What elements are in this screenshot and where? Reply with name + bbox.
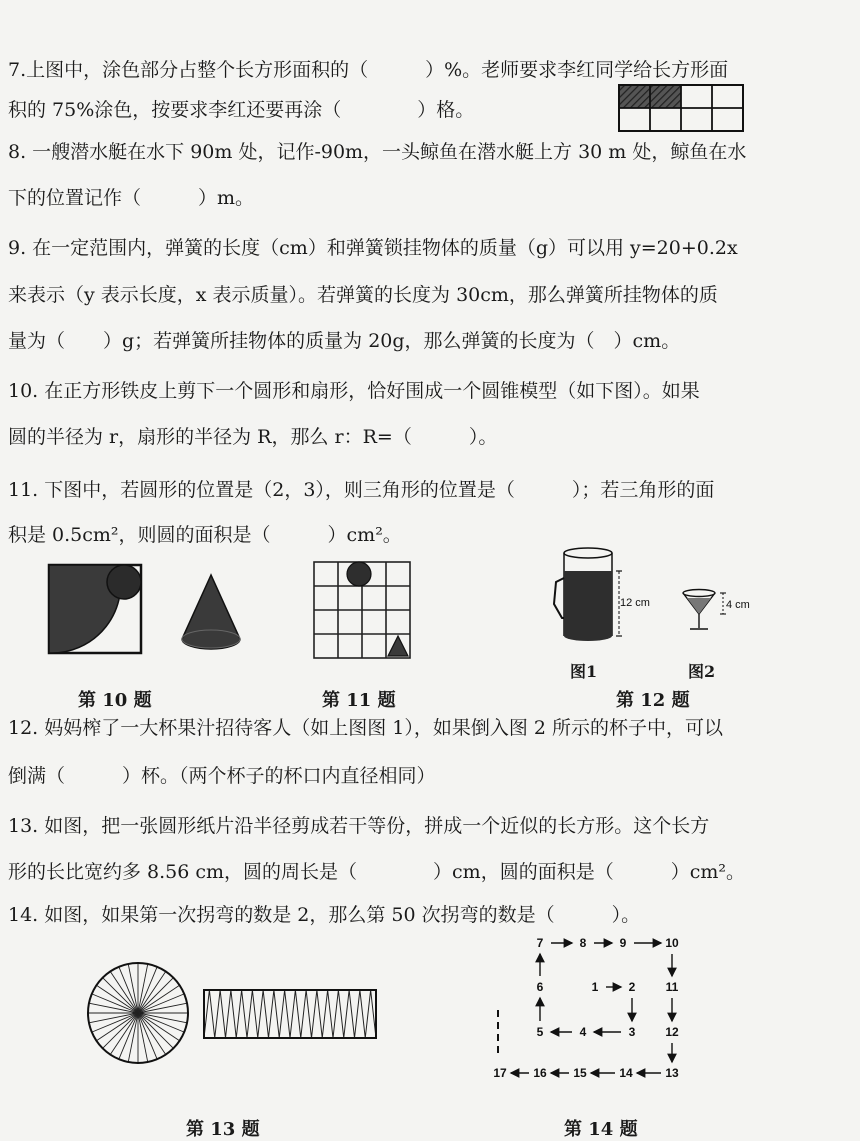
q12-fig1-label: 图1 xyxy=(570,662,598,681)
q14-number: 7 xyxy=(536,936,544,950)
q12-height2-label: 4 cm xyxy=(726,599,750,611)
q11-grid-figure xyxy=(312,560,412,660)
q14-spiral-figure xyxy=(460,930,690,1090)
q13-radius-line xyxy=(138,978,173,1013)
q13-caption: 第 13 题 xyxy=(186,1119,260,1140)
q14-line1: 14. 如图，如果第一次拐弯的数是 2，那么第 50 次拐弯的数是（ ）。 xyxy=(8,904,641,926)
q14-number: 14 xyxy=(619,1066,633,1080)
q9-line3: 量为（ ）g；若弹簧所挂物体的质量为 20g，那么弹簧的长度为（ ）cm。 xyxy=(8,330,681,352)
q10-figure xyxy=(46,562,146,656)
q10-line1: 10. 在正方形铁皮上剪下一个圆形和扇形，恰好围成一个圆锥模型（如下图）。如果 xyxy=(8,380,700,402)
q11-caption: 第 11 题 xyxy=(322,690,396,711)
q13-radius-line xyxy=(103,1013,138,1048)
q14-number: 2 xyxy=(628,980,636,994)
q14-number: 5 xyxy=(536,1025,544,1039)
q9-line2: 来表示（y 表示长度，x 表示质量）。若弹簧的长度为 30cm，那么弹簧所挂物体的质 xyxy=(8,284,718,306)
q7-line2: 积的 75%涂色，按要求李红还要再涂（ ）格。 xyxy=(8,99,475,121)
q13-sector-pieces xyxy=(204,990,376,1038)
q13-radius-line xyxy=(138,1013,173,1048)
q14-number: 8 xyxy=(579,936,587,950)
q14-number: 4 xyxy=(579,1025,587,1039)
q14-number: 9 xyxy=(619,936,627,950)
q14-number: 3 xyxy=(628,1025,636,1039)
q11-line1: 11. 下图中，若圆形的位置是（2，3），则三角形的位置是（ ）；若三角形的面 xyxy=(8,479,715,501)
q7-grid-figure xyxy=(618,84,744,132)
q13-approx-rectangle xyxy=(202,988,378,1040)
q7-shaded-cell xyxy=(650,85,681,108)
q10-circle-shape xyxy=(107,565,141,599)
q9-line1: 9. 在一定范围内，弹簧的长度（cm）和弹簧锁挂物体的质量（g）可以用 y=20+0.2x xyxy=(8,237,738,259)
q12-fig2-label: 图2 xyxy=(688,662,716,681)
q13-line2: 形的长比宽约多 8.56 cm，圆的周长是（ ）cm，圆的面积是（ ）cm²。 xyxy=(8,861,745,883)
q12-height1-label: 12 cm xyxy=(620,597,650,609)
q12-cup-handle xyxy=(554,578,564,618)
q14-number: 6 xyxy=(536,980,544,994)
q12-line1: 12. 妈妈榨了一大杯果汁招待客人（如上图图 1），如果倒入图 2 所示的杯子中，可以 xyxy=(8,717,724,739)
q12-cup1-figure xyxy=(548,546,668,646)
q14-number: 17 xyxy=(493,1066,507,1080)
q10-line2: 圆的半径为 r，扇形的半径为 R，那么 r：R=（ ）。 xyxy=(8,426,498,448)
q7-line1: 7.上图中，涂色部分占整个长方形面积的（ ）%。老师要求李红同学给长方形面 xyxy=(8,59,729,81)
q8-line1: 8. 一艘潜水艇在水下 90m 处，记作-90m，一头鲸鱼在潜水艇上方 30 m 处，鲸鱼在水 xyxy=(8,141,747,163)
q12-glass-figure xyxy=(680,588,764,638)
q12-juice-fill xyxy=(564,571,612,641)
q7-shaded-cell xyxy=(619,85,650,108)
q14-number: 16 xyxy=(533,1066,547,1080)
q13-line1: 13. 如图，把一张圆形纸片沿半径剪成若干等份，拼成一个近似的长方形。这个长方 xyxy=(8,815,710,837)
q10-cone-shape xyxy=(178,573,244,653)
q13-divided-circle xyxy=(85,960,191,1066)
q13-radius-line xyxy=(103,978,138,1013)
q14-number: 13 xyxy=(665,1066,679,1080)
q11-triangle-shape xyxy=(388,636,408,656)
q12-caption: 第 12 题 xyxy=(616,690,690,711)
q14-caption: 第 14 题 xyxy=(564,1119,638,1140)
q14-number: 15 xyxy=(573,1066,587,1080)
q11-line2: 积是 0.5cm²，则圆的面积是（ ）cm²。 xyxy=(8,524,402,546)
q8-line2: 下的位置记作（ ）m。 xyxy=(8,187,255,209)
q14-number: 12 xyxy=(665,1025,679,1039)
q14-number: 1 xyxy=(591,980,599,994)
q12-glass-fill xyxy=(687,598,711,614)
q11-circle-shape xyxy=(347,562,371,586)
q10-caption: 第 10 题 xyxy=(78,690,152,711)
q12-line2: 倒满（ ）杯。（两个杯子的杯口内直径相同） xyxy=(8,765,436,787)
q14-number: 11 xyxy=(665,980,679,994)
q14-number: 10 xyxy=(665,936,679,950)
